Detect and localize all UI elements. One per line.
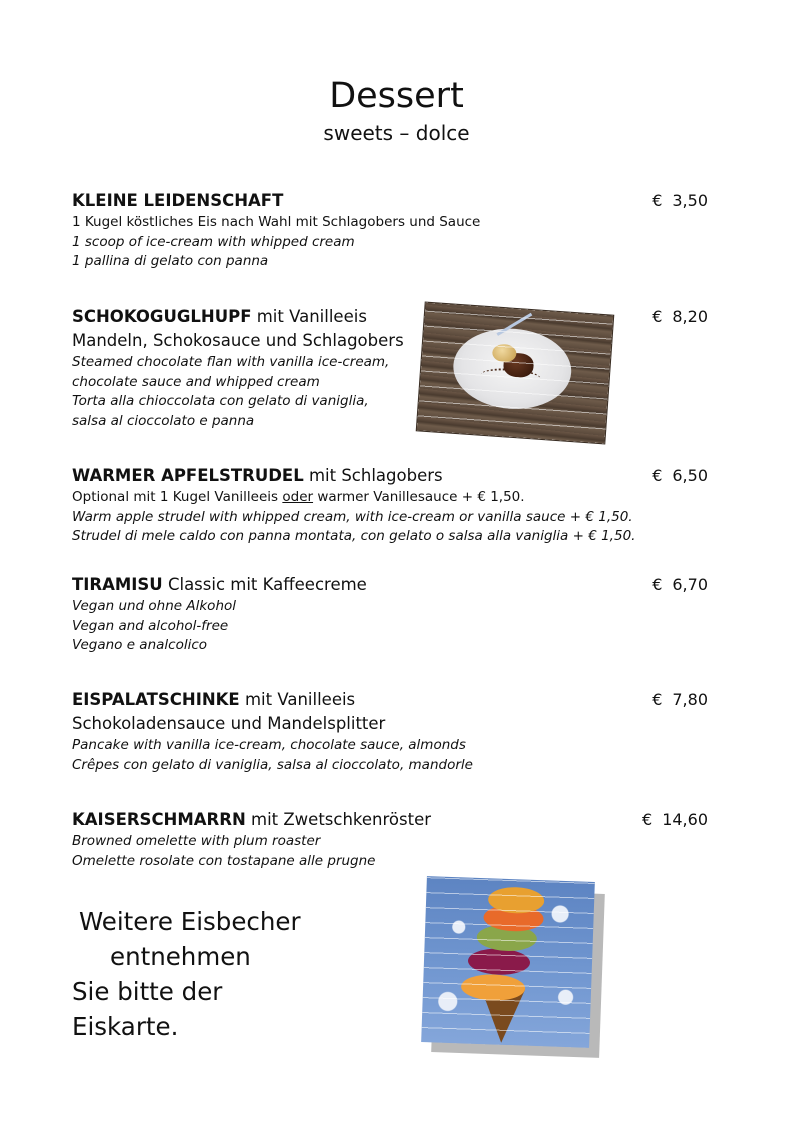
item-desc-it: 1 pallina di gelato con panna — [72, 253, 269, 269]
menu-item-kleine-leidenschaft — [72, 189, 712, 272]
item-desc-it: Vegano e analcolico — [72, 637, 208, 653]
menu-item-warmer-apfelstrudel: WARMER APFELSTRUDEL mit Schlagobers Optional mit 1 Kugel Vanilleeis oder warmer Vanillesauce + € 1,50. Warm apple strudel with whipped cream, with ice-cream or vanilla sauce + € 1,50. Strudel di mele caldo con panna montata, con gelato o salsa alla vaniglia + € 1,50. — [72, 464, 712, 547]
item-desc-en: Warm apple strudel with whipped cream, with ice-cream or vanilla sauce + € 1,50. — [72, 508, 633, 525]
item-desc-en: Pancake with vanilla ice-cream, chocolate sauce, almonds — [72, 737, 466, 753]
dessert-photo — [417, 303, 613, 444]
item-desc-it: Omelette rosolate con tostapane alle prugne — [72, 852, 376, 869]
ice-cream-photo — [421, 876, 595, 1048]
item-desc-de: 1 Kugel köstliches Eis nach Wahl mit Schlagobers und Sauce — [72, 214, 481, 230]
item-name-line2: Schokoladensauce und Mandelsplitter — [72, 714, 386, 733]
page-title: Dessert — [329, 76, 464, 116]
ice-menu-note: Weitere Eisbecher entnehmen Sie bitte der Eiskarte. — [72, 907, 301, 1041]
item-name: KAISERSCHMARRN — [72, 810, 246, 829]
item-name-line2: Mandeln, Schokosauce und Schlagobers — [72, 331, 404, 350]
item-name: EISPALATSCHINKE — [72, 690, 240, 709]
item-desc-en: Vegan and alcohol-free — [72, 617, 229, 634]
item-desc-en: chocolate sauce and whipped cream — [72, 373, 320, 390]
item-desc-it: salsa al cioccolato e panna — [72, 412, 255, 429]
menu-item-eispalatschinke: EISPALATSCHINKE mit Vanilleeis Schokoladensauce und Mandelsplitter Pancake with vanilla ice-cream, chocolate sauce, almonds Crêpes con gelato di vaniglia, salsa al cioccolato, mandorle — [72, 688, 712, 775]
item-name: TIRAMISU — [72, 575, 163, 594]
item-price: € 3,50 — [652, 191, 708, 210]
item-desc-de: Optional mit 1 Kugel Vanilleeis oder warmer Vanillesauce + € 1,50. — [72, 489, 525, 505]
menu-item-schokoguglhupf: SCHOKOGUGLHUPF mit Vanilleeis Mandeln, Schokosauce und Schlagobers Steamed chocolate flan with vanilla ice-cream, chocolate sauce and whipped cream Torta alla chioccolata con gelato di vaniglia, salsa al cioccolato e panna — [72, 305, 712, 431]
item-desc-it: Torta alla chioccolata con gelato di vaniglia, — [72, 393, 369, 409]
menu-item-tiramisu: TIRAMISU Classic mit Kaffeecreme Vegan und ohne Alkohol Vegan and alcohol-free Vegano e analcolico — [72, 573, 712, 656]
menu-item-kaiserschmarrn: KAISERSCHMARRN mit Zwetschkenröster Browned omelette with plum roaster Omelette rosolate con tostapane alle prugne — [72, 808, 712, 871]
item-desc-en: Steamed chocolate flan with vanilla ice-cream, — [72, 354, 390, 370]
item-name: SCHOKOGUGLHUPF — [72, 307, 252, 326]
item-desc-it: Crêpes con gelato di vaniglia, salsa al cioccolato, mandorle — [72, 756, 473, 773]
item-price: € 8,20 — [652, 307, 708, 326]
item-desc-de: Vegan und ohne Alkohol — [72, 598, 237, 614]
item-price: € 6,50 — [652, 466, 708, 485]
item-price: € 6,70 — [652, 575, 708, 594]
item-desc-en: Browned omelette with plum roaster — [72, 833, 321, 849]
item-name: KLEINE LEIDENSCHAFT — [72, 191, 284, 210]
item-price: € 14,60 — [642, 810, 708, 829]
item-desc-en: 1 scoop of ice-cream with whipped cream — [72, 233, 355, 250]
item-price: € 7,80 — [652, 690, 708, 709]
page-subtitle: sweets – dolce — [323, 121, 470, 145]
item-desc-it: Strudel di mele caldo con panna montata, con gelato o salsa alla vaniglia + € 1,50. — [72, 528, 636, 544]
item-name: WARMER APFELSTRUDEL — [72, 466, 304, 485]
